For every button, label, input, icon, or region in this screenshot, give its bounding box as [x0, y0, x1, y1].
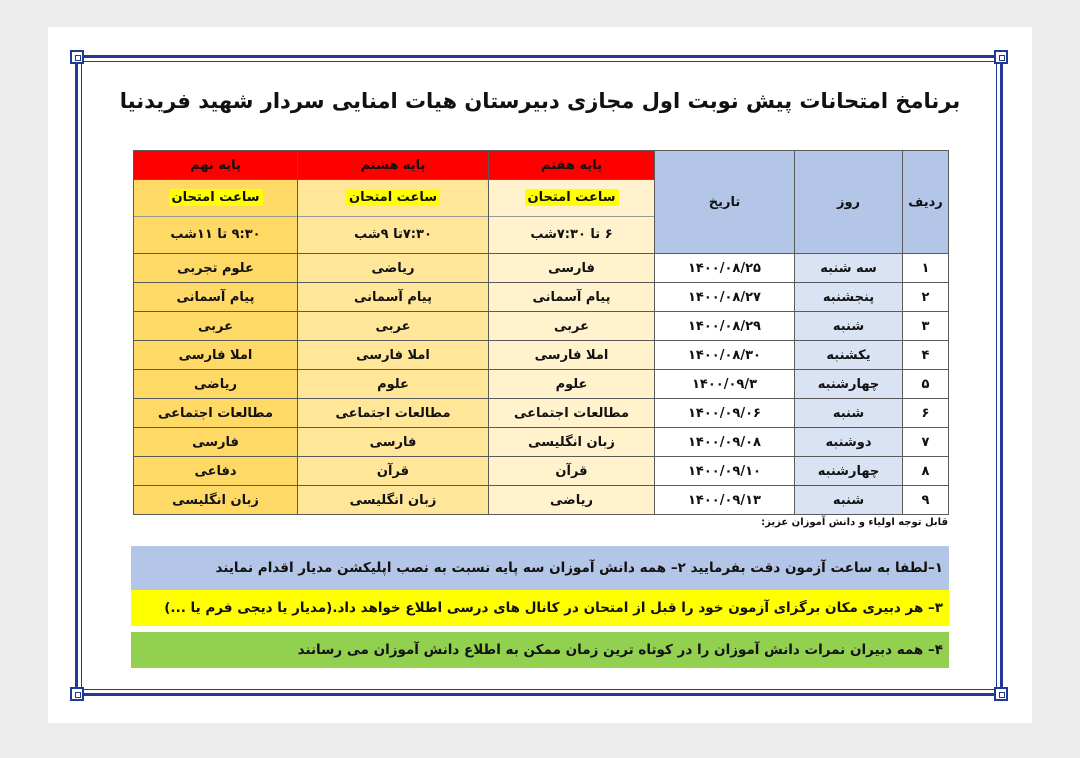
grade-7-subject-cell: فارسی: [489, 254, 655, 283]
exam-time-grade-8: ۷:۳۰تا ۹شب: [354, 227, 432, 242]
exam-time-label: ساعت امتحان: [346, 189, 440, 206]
table-row: [134, 370, 949, 399]
exam-time-label: ساعت امتحان: [525, 189, 619, 206]
grade-9-subject-cell: عربی: [134, 312, 298, 341]
exam-schedule-table: [133, 150, 949, 515]
day-cell: دوشنبه: [795, 428, 903, 457]
row-number-cell: ۷: [903, 428, 949, 457]
border-corner-ornament: [70, 687, 84, 701]
date-cell: ۱۴۰۰/۰۸/۲۵: [655, 254, 795, 283]
table-row: [134, 312, 949, 341]
row-number-cell: ۳: [903, 312, 949, 341]
grade-8-subject-cell: زبان انگلیسی: [298, 486, 489, 515]
table-row: [134, 341, 949, 370]
day-cell: چهارشنبه: [795, 370, 903, 399]
table-row: [134, 399, 949, 428]
grade-7-subject-cell: املا فارسی: [489, 341, 655, 370]
grade-9-subject-cell: مطالعات اجتماعی: [134, 399, 298, 428]
grade-9-subject-cell: ریاضی: [134, 370, 298, 399]
grade-9-subject-cell: پیام آسمانی: [134, 283, 298, 312]
row-number-cell: ۹: [903, 486, 949, 515]
grade-8-subject-cell: ریاضی: [298, 254, 489, 283]
grade-7-subject-cell: قرآن: [489, 457, 655, 486]
exam-time-label: ساعت امتحان: [169, 189, 263, 206]
header-grade-7: پایه هفتم: [489, 151, 655, 180]
grade-9-subject-cell: علوم تجربی: [134, 254, 298, 283]
grade-7-subject-cell: عربی: [489, 312, 655, 341]
exam-time-grade-9: ۹:۳۰ تا ۱۱شب: [170, 227, 261, 242]
day-cell: شنبه: [795, 399, 903, 428]
border-corner-ornament: [70, 50, 84, 64]
table-header-row: [134, 151, 949, 180]
date-cell: ۱۴۰۰/۰۹/۰۶: [655, 399, 795, 428]
grade-9-subject-cell: املا فارسی: [134, 341, 298, 370]
grade-9-subject-cell: زبان انگلیسی: [134, 486, 298, 515]
page-title: برنامخ امتحانات پیش نوبت اول مجازی دبیرستان هیات امنایی سردار شهید فریدنیا: [119, 89, 961, 113]
grade-7-subject-cell: علوم: [489, 370, 655, 399]
grade-8-subject-cell: قرآن: [298, 457, 489, 486]
day-cell: چهارشنبه: [795, 457, 903, 486]
date-cell: ۱۴۰۰/۰۸/۳۰: [655, 341, 795, 370]
header-grade-9: پایه نهم: [134, 151, 298, 180]
grade-8-subject-cell: فارسی: [298, 428, 489, 457]
row-number-cell: ۱: [903, 254, 949, 283]
note-2: ۳– هر دبیری مکان برگزای آزمون خود را قبل از امتحان در کانال های درسی اطلاع خواهد داد.(مدیار یا دیجی فرم یا ...): [131, 590, 949, 626]
grade-8-subject-cell: علوم: [298, 370, 489, 399]
header-grade-8: پایه هشتم: [298, 151, 489, 180]
grade-9-subject-cell: فارسی: [134, 428, 298, 457]
time-cell-grade-7: [489, 180, 655, 254]
day-cell: یکشنبه: [795, 341, 903, 370]
note-1: ۱–لطفا به ساعت آزمون دقت بفرمایید ۲– همه دانش آموزان سه پایه نسبت به نصب اپلیکشن مدیار اقدام نمایند: [131, 546, 949, 590]
table-row: [134, 283, 949, 312]
time-cell-grade-9: [134, 180, 298, 254]
date-cell: ۱۴۰۰/۰۹/۳: [655, 370, 795, 399]
grade-8-subject-cell: پیام آسمانی: [298, 283, 489, 312]
row-number-cell: ۵: [903, 370, 949, 399]
time-cell-grade-8: [298, 180, 489, 254]
day-cell: سه شنبه: [795, 254, 903, 283]
grade-7-subject-cell: مطالعات اجتماعی: [489, 399, 655, 428]
date-cell: ۱۴۰۰/۰۸/۲۹: [655, 312, 795, 341]
date-cell: ۱۴۰۰/۰۹/۱۰: [655, 457, 795, 486]
note-3: ۴– همه دبیران نمرات دانش آموزان را در کوتاه ترین زمان ممکن به اطلاع دانش آموزان می رسانند: [131, 632, 949, 668]
grade-7-subject-cell: ریاضی: [489, 486, 655, 515]
grade-9-subject-cell: دفاعی: [134, 457, 298, 486]
day-cell: پنجشنبه: [795, 283, 903, 312]
grade-8-subject-cell: املا فارسی: [298, 341, 489, 370]
day-cell: شنبه: [795, 486, 903, 515]
notes-label: قابل توجه اولیاء و دانش آموزان عزیز:: [761, 517, 948, 528]
row-number-cell: ۲: [903, 283, 949, 312]
exam-time-grade-7: ۶ تا ۷:۳۰شب: [530, 227, 613, 242]
grade-7-subject-cell: زبان انگلیسی: [489, 428, 655, 457]
grade-8-subject-cell: عربی: [298, 312, 489, 341]
table-row: [134, 254, 949, 283]
header-date: تاریخ: [655, 151, 795, 254]
date-cell: ۱۴۰۰/۰۹/۰۸: [655, 428, 795, 457]
row-number-cell: ۸: [903, 457, 949, 486]
row-number-cell: ۶: [903, 399, 949, 428]
header-row-number: ردیف: [903, 151, 949, 254]
date-cell: ۱۴۰۰/۰۹/۱۳: [655, 486, 795, 515]
grade-7-subject-cell: پیام آسمانی: [489, 283, 655, 312]
border-corner-ornament: [994, 50, 1008, 64]
grade-8-subject-cell: مطالعات اجتماعی: [298, 399, 489, 428]
header-day: روز: [795, 151, 903, 254]
row-number-cell: ۴: [903, 341, 949, 370]
day-cell: شنبه: [795, 312, 903, 341]
table-row: [134, 486, 949, 515]
date-cell: ۱۴۰۰/۰۸/۲۷: [655, 283, 795, 312]
table-row: [134, 457, 949, 486]
border-corner-ornament: [994, 687, 1008, 701]
table-row: [134, 428, 949, 457]
